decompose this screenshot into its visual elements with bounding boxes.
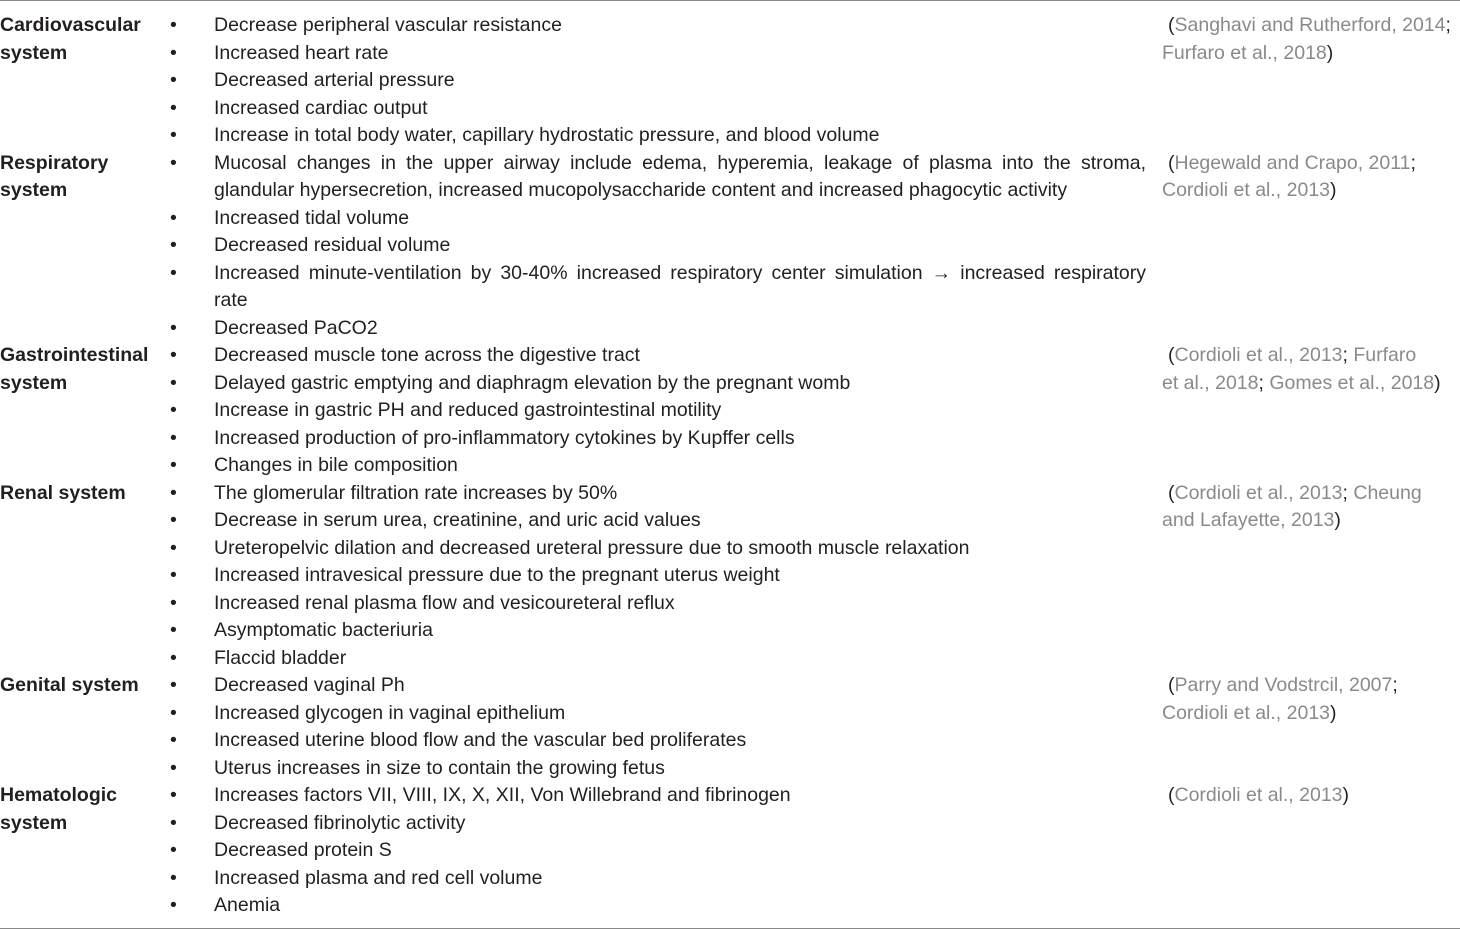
- system-category: Respiratory system: [0, 151, 109, 201]
- citation-punctuation: ;: [1342, 481, 1354, 504]
- bullet-icon: •: [170, 509, 177, 531]
- change-text: Increases factors VII, VIII, IX, X, XII, Von Willebrand and fibrinogen: [214, 784, 791, 806]
- bullet-icon: •: [170, 454, 177, 476]
- bullet-icon: •: [170, 894, 177, 916]
- bullet-icon: •: [170, 591, 177, 614]
- citation-link[interactable]: and Lafayette, 2013: [1162, 509, 1335, 531]
- list-item: [162, 672, 1154, 700]
- bullet-icon: •: [170, 14, 177, 36]
- citation-punctuation: ): [1334, 509, 1341, 531]
- list-item: [162, 535, 1154, 563]
- change-text: Increased renal plasma flow and vesicoureteral reflux: [214, 591, 675, 614]
- reference-line: [1162, 12, 1454, 40]
- citation-punctuation: ): [1330, 701, 1337, 724]
- citation-punctuation: (: [1168, 784, 1175, 806]
- bullet-icon: •: [170, 811, 177, 834]
- change-text: Delayed gastric emptying and diaphragm elevation by the pregnant womb: [214, 371, 851, 394]
- citation-link[interactable]: et al., 2018: [1162, 371, 1259, 394]
- citation-link[interactable]: Gomes et al., 2018: [1269, 371, 1435, 394]
- list-item: [162, 205, 1154, 233]
- change-list: [162, 672, 1154, 782]
- change-text: Increased plasma and red cell volume: [214, 866, 543, 889]
- bullet-icon: •: [170, 866, 177, 889]
- change-text: Increased glycogen in vaginal epithelium: [214, 701, 566, 724]
- bullet-icon: •: [170, 96, 177, 119]
- change-text: The glomerular filtration rate increases by 50%: [214, 481, 618, 504]
- table-row: [0, 672, 1460, 782]
- citation-link[interactable]: Furfaro: [1353, 344, 1417, 366]
- physiological-changes-table: [0, 12, 1460, 920]
- list-item: [162, 232, 1154, 260]
- list-item: [162, 12, 1154, 40]
- change-list: [162, 12, 1154, 150]
- change-text: Increased uterine blood flow and the vascular bed proliferates: [214, 729, 747, 751]
- change-text: Anemia: [214, 894, 281, 916]
- bullet-icon: •: [170, 564, 177, 586]
- list-item: [162, 480, 1154, 508]
- list-item: [162, 892, 1154, 920]
- bullet-icon: •: [170, 41, 177, 64]
- citation-link[interactable]: Furfaro et al., 2018: [1162, 41, 1327, 64]
- citation-punctuation: ): [1342, 784, 1350, 806]
- citation-link[interactable]: Cheung: [1353, 481, 1422, 504]
- table-row: [0, 480, 1460, 673]
- citation-punctuation: ): [1434, 371, 1441, 394]
- reference-cell: [1154, 782, 1454, 920]
- table-row: [0, 782, 1460, 920]
- list-item: [162, 810, 1154, 838]
- table-row: [0, 12, 1460, 150]
- reference-cell: [1154, 342, 1454, 480]
- reference-line: [1162, 507, 1454, 535]
- change-text: Increased cardiac output: [214, 96, 428, 119]
- bullet-icon: •: [170, 124, 177, 146]
- bullet-icon: •: [170, 344, 177, 366]
- bullet-icon: •: [170, 729, 177, 751]
- citation-punctuation: (: [1168, 344, 1175, 366]
- reference-line: [1162, 40, 1454, 68]
- citation-link[interactable]: Hegewald and Crapo, 2011: [1174, 151, 1411, 174]
- change-text: Uterus increases in size to contain the growing fetus: [214, 756, 665, 779]
- citation-link[interactable]: Cordioli et al., 2013: [1162, 701, 1331, 724]
- change-text: Decreased vaginal Ph: [214, 674, 405, 696]
- change-text: Decreased fibrinolytic activity: [214, 811, 466, 834]
- list-item: [162, 67, 1154, 95]
- bullet-icon: •: [170, 784, 177, 806]
- change-text: Decrease in serum urea, creatinine, and uric acid values: [214, 509, 701, 531]
- change-text: Decreased protein S: [214, 839, 392, 861]
- table-row: [0, 342, 1460, 480]
- citation-punctuation: ;: [1445, 14, 1451, 36]
- reference-line: [1162, 370, 1454, 398]
- system-category: Genital system: [0, 674, 139, 696]
- change-text: Decreased muscle tone across the digestive tract: [214, 344, 640, 366]
- list-item: [162, 727, 1154, 755]
- change-list: [162, 480, 1154, 673]
- bullet-icon: •: [170, 151, 177, 174]
- change-text: Decrease peripheral vascular resistance: [214, 14, 562, 36]
- list-item: [162, 782, 1154, 810]
- citation-link[interactable]: Cordioli et al., 2013: [1162, 179, 1331, 201]
- reference-cell: [1154, 672, 1454, 782]
- list-item: [162, 755, 1154, 783]
- change-text: Decreased residual volume: [214, 234, 451, 256]
- list-item: [162, 645, 1154, 673]
- list-item: [162, 40, 1154, 68]
- system-category: Hematologic system: [0, 784, 118, 834]
- reference-line: [1162, 342, 1454, 370]
- reference-line: [1162, 672, 1454, 700]
- citation-punctuation: (: [1168, 14, 1175, 36]
- table-top-rule: [0, 0, 1460, 1]
- reference-line: [1162, 150, 1454, 178]
- change-text: Increased production of pro-inflammatory cytokines by Kupffer cells: [214, 426, 795, 449]
- citation-link[interactable]: Cordioli et al., 2013: [1174, 784, 1343, 806]
- list-item: [162, 122, 1154, 150]
- system-category: Gastrointestinal system: [0, 344, 149, 394]
- citation-link[interactable]: Sanghavi and Rutherford, 2014: [1174, 14, 1446, 36]
- bullet-icon: •: [170, 316, 177, 339]
- citation-punctuation: (: [1168, 674, 1175, 696]
- bullet-icon: •: [170, 261, 177, 284]
- table-bottom-rule: [0, 928, 1460, 929]
- table-row: [0, 150, 1460, 343]
- list-item: [162, 260, 1154, 315]
- citation-punctuation: ): [1326, 41, 1334, 64]
- citation-link[interactable]: Parry and Vodstrcil, 2007: [1174, 674, 1393, 696]
- change-text: Increased heart rate: [214, 41, 389, 64]
- list-item: [162, 95, 1154, 123]
- list-item: [162, 315, 1154, 343]
- citation-punctuation: (: [1168, 481, 1175, 504]
- bullet-icon: •: [170, 426, 177, 449]
- list-item: [162, 865, 1154, 893]
- change-text: Increase in total body water, capillary hydrostatic pressure, and blood volume: [214, 124, 880, 146]
- change-text: Ureteropelvic dilation and decreased ureteral pressure due to smooth muscle relaxation: [214, 536, 970, 559]
- bullet-icon: •: [170, 206, 177, 229]
- bullet-icon: •: [170, 674, 177, 696]
- citation-punctuation: ;: [1392, 674, 1398, 696]
- change-text: Mucosal changes in the upper airway include edema, hyperemia, leakage of plasma into the stroma, glandular hypersecretion, increased mucopolysaccharide content and increased phagocytic activity: [214, 151, 1146, 201]
- list-item: [162, 370, 1154, 398]
- bullet-icon: •: [170, 536, 177, 559]
- change-text: Increased minute-ventilation by 30-40% increased respiratory center simulation → increased respiratory rate: [214, 261, 1146, 311]
- list-item: [162, 425, 1154, 453]
- reference-line: [1162, 177, 1454, 205]
- bullet-icon: •: [170, 69, 177, 91]
- list-item: [162, 452, 1154, 480]
- reference-line: [1162, 782, 1454, 810]
- bullet-icon: •: [170, 701, 177, 724]
- bullet-icon: •: [170, 839, 177, 861]
- bullet-icon: •: [170, 481, 177, 504]
- change-list: [162, 342, 1154, 480]
- system-category: Renal system: [0, 481, 126, 504]
- change-text: Flaccid bladder: [214, 646, 347, 669]
- list-item: [162, 507, 1154, 535]
- change-text: Decreased arterial pressure: [214, 69, 455, 91]
- change-text: Decreased PaCO2: [214, 316, 378, 339]
- reference-line: [1162, 480, 1454, 508]
- reference-cell: [1154, 480, 1454, 673]
- change-text: Increased tidal volume: [214, 206, 410, 229]
- citation-punctuation: ;: [1410, 151, 1416, 174]
- list-item: [162, 617, 1154, 645]
- citation-link[interactable]: Cordioli et al., 2013: [1174, 481, 1343, 504]
- list-item: [162, 397, 1154, 425]
- citation-punctuation: ;: [1258, 371, 1270, 394]
- list-item: [162, 150, 1154, 205]
- list-item: [162, 590, 1154, 618]
- change-text: Increased intravesical pressure due to the pregnant uterus weight: [214, 564, 780, 586]
- change-text: Changes in bile composition: [214, 454, 458, 476]
- reference-line: [1162, 700, 1454, 728]
- list-item: [162, 562, 1154, 590]
- list-item: [162, 700, 1154, 728]
- bullet-icon: •: [170, 234, 177, 256]
- bullet-icon: •: [170, 619, 177, 641]
- list-item: [162, 837, 1154, 865]
- bullet-icon: •: [170, 371, 177, 394]
- bullet-icon: •: [170, 646, 177, 669]
- citation-punctuation: ;: [1342, 344, 1354, 366]
- system-category: Cardiovascular system: [0, 14, 141, 64]
- citation-punctuation: ): [1330, 179, 1337, 201]
- bullet-icon: •: [170, 756, 177, 779]
- reference-cell: [1154, 150, 1454, 343]
- change-list: [162, 150, 1154, 343]
- bullet-icon: •: [170, 399, 177, 421]
- list-item: [162, 342, 1154, 370]
- citation-punctuation: (: [1168, 151, 1175, 174]
- change-text: Asymptomatic bacteriuria: [214, 619, 433, 641]
- citation-link[interactable]: Cordioli et al., 2013: [1174, 344, 1343, 366]
- change-text: Increase in gastric PH and reduced gastrointestinal motility: [214, 399, 722, 421]
- change-list: [162, 782, 1154, 920]
- reference-cell: [1154, 12, 1454, 150]
